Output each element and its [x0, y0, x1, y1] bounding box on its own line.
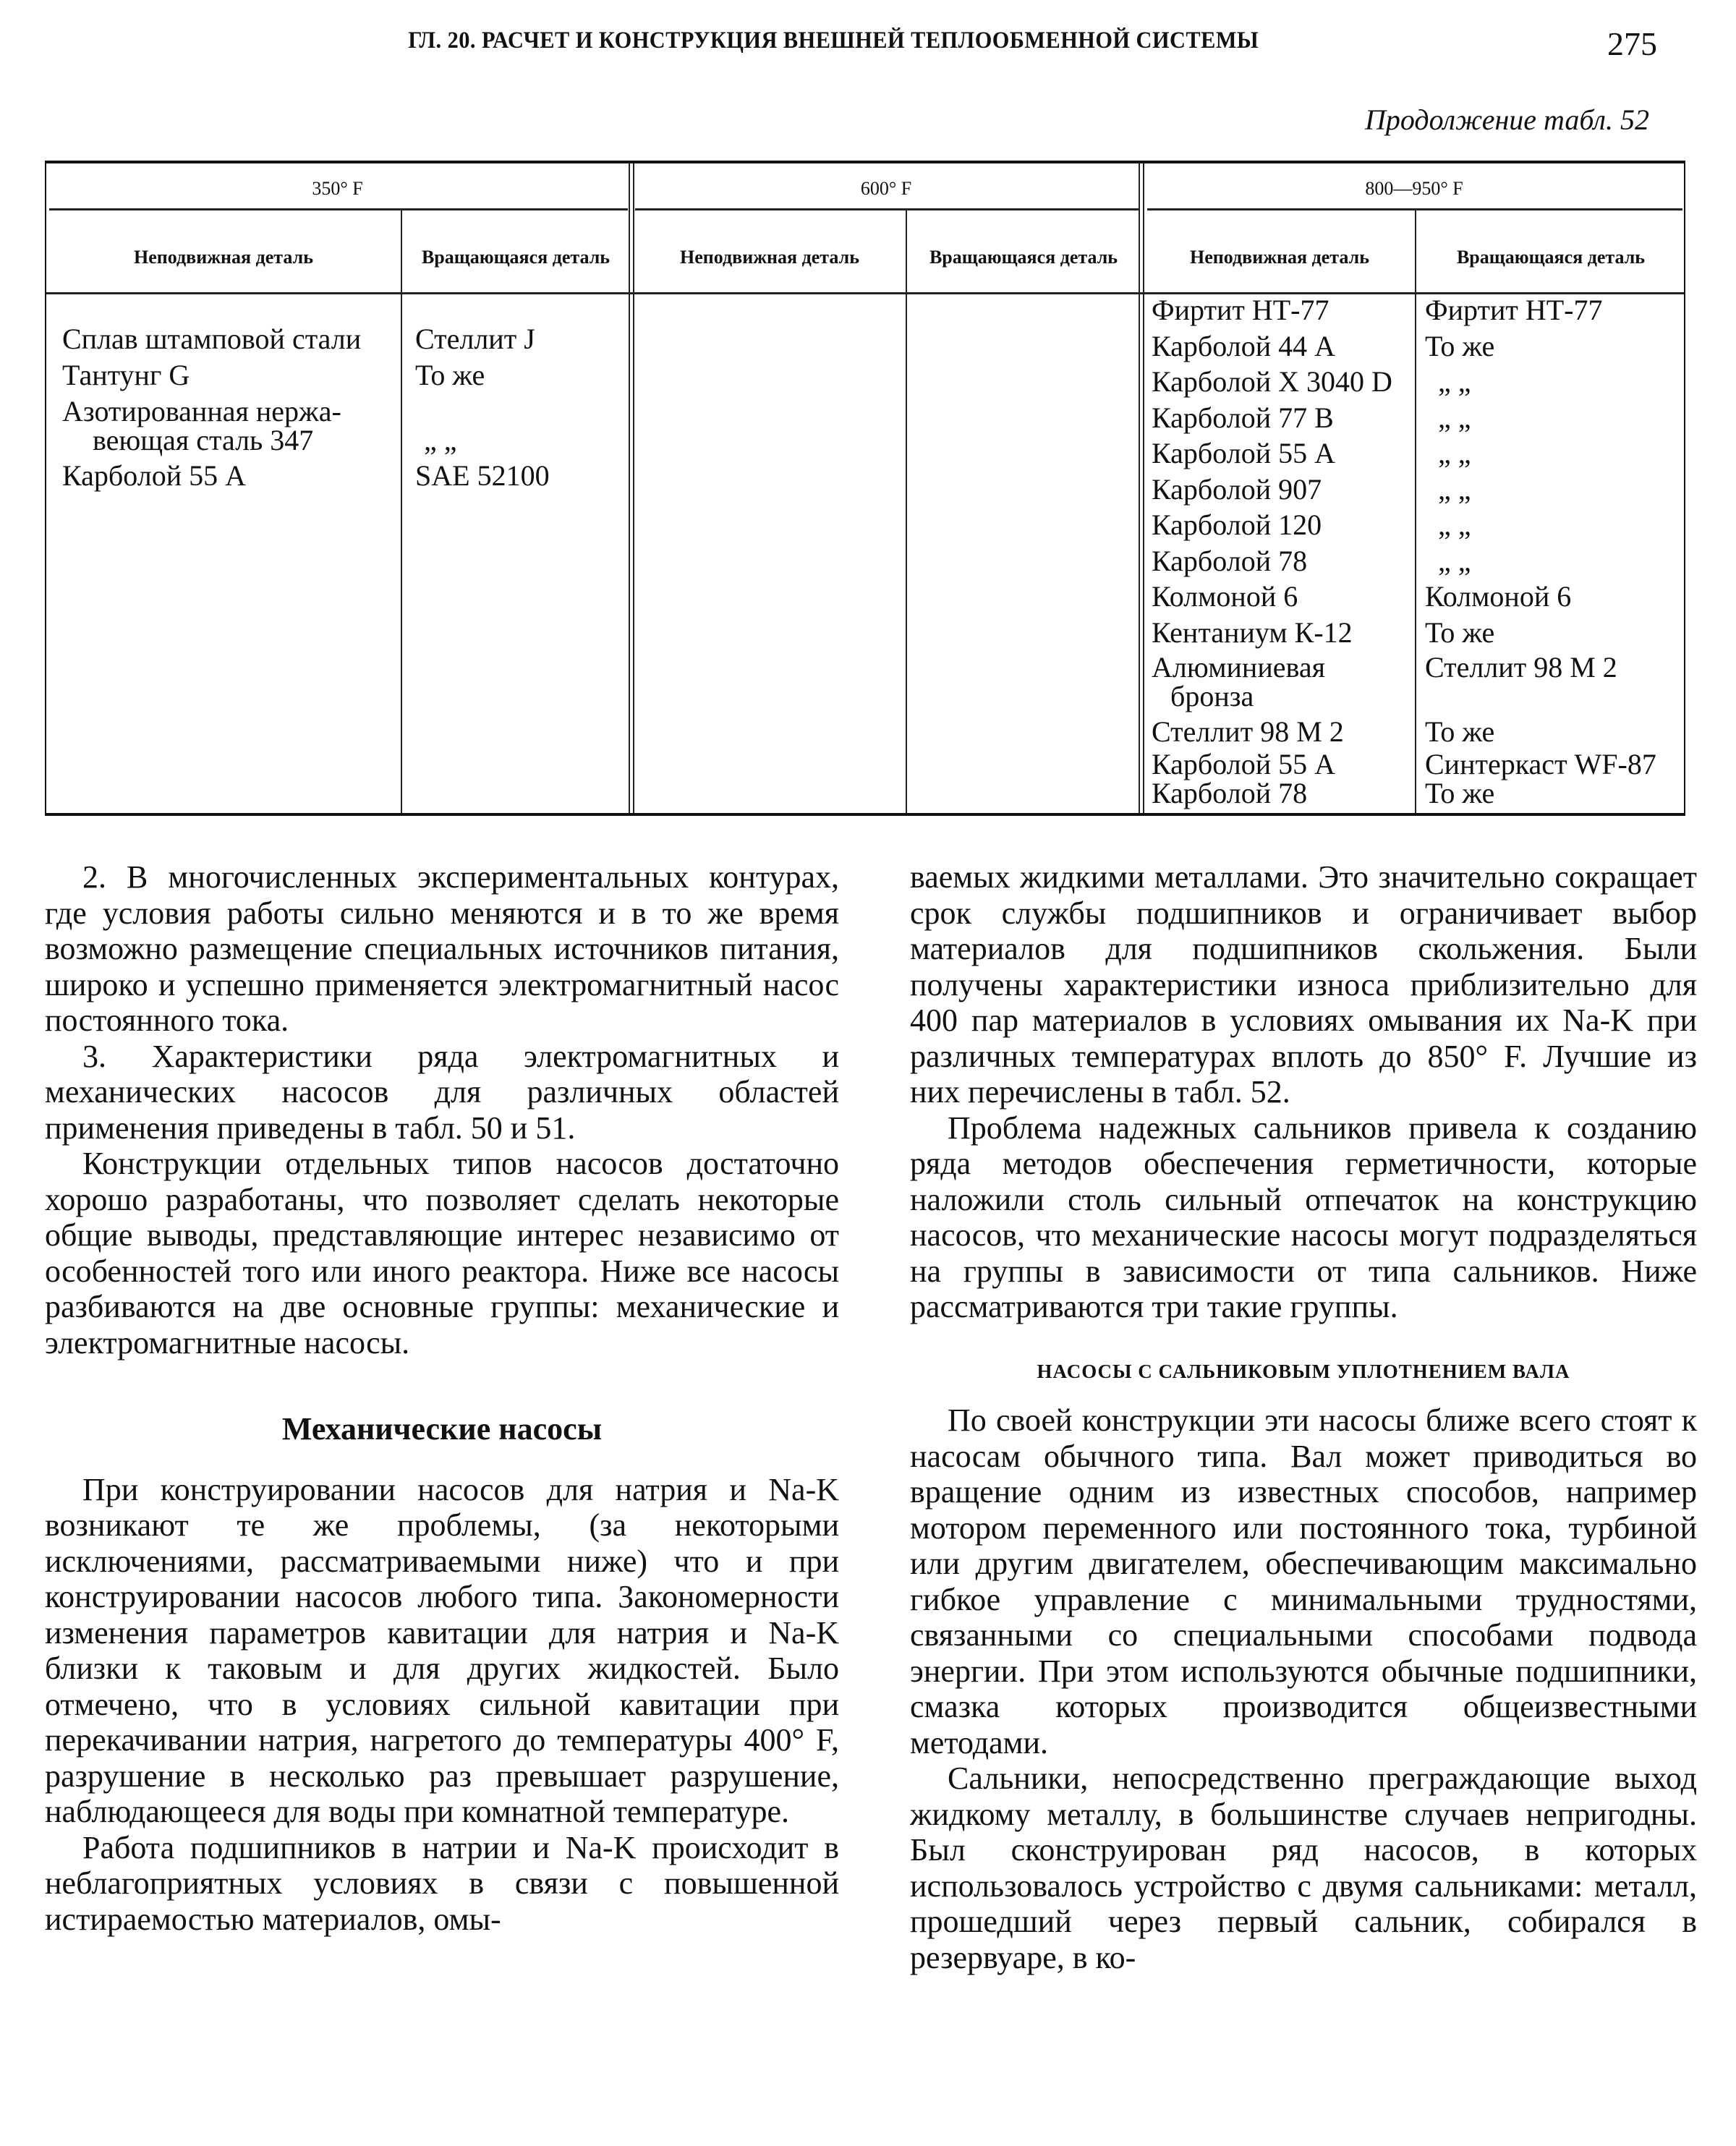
- table-cell: То же: [1425, 715, 1495, 748]
- paragraph: 2. В многочисленных экспериментальных контурах, где условия работы сильно меняются и в то же время возможно размещение специальных источников питания, широко и успешно применяется электромагнитный насос постоянного тока.: [45, 859, 839, 1038]
- group-header-600f: 600° F: [860, 178, 912, 199]
- paragraph: Сальники, непосредственно преграждающие выход жидкому металлу, в большинстве случаев непригодны. Был сконструирован ряд насосов, в которых использовалось устройство с двумя сальниками: металл, прошедший через первый сальник, собирался в резервуаре, в ко-: [910, 1760, 1697, 1975]
- group-divider: [1139, 163, 1144, 813]
- col-header-rotating: Вращающаяся деталь: [421, 247, 610, 268]
- table-cell: То же: [1425, 776, 1495, 809]
- right-text-column: [910, 859, 1697, 1975]
- ditto-mark: „ „: [1438, 437, 1471, 469]
- paragraph: Конструкции отдельных типов насосов достаточно хорошо разработаны, что позволяет сделать некоторые общие выводы, представляющие интерес независимо от особенностей того или иного реактора. Ниже все насосы разбиваются на две основные группы: механические и электромагнитные насосы.: [45, 1146, 839, 1361]
- ditto-mark: „ „: [1438, 365, 1471, 398]
- col-header-stationary: Неподвижная деталь: [680, 247, 859, 268]
- paragraph: Работа подшипников в натрии и Na-K происходит в неблагоприятных условиях в связи с повышенной истираемостью материалов, омы-: [45, 1829, 839, 1937]
- table-cell: [415, 397, 550, 426]
- col-header-stationary: Неподвижная деталь: [134, 247, 313, 268]
- table-cell: [1425, 682, 1656, 711]
- table-cell: Стеллит J: [415, 323, 535, 355]
- table-cell: Карболой 77 В: [1152, 401, 1334, 434]
- stationary-350f-list: [62, 321, 361, 494]
- table-cell: Стеллит 98 М 2: [1152, 715, 1344, 748]
- col-header-stationary: Неподвижная деталь: [1190, 247, 1369, 268]
- header-divider: [635, 208, 1140, 210]
- table-cell: Карболой 55 А: [1152, 747, 1335, 780]
- table-cell: То же: [1425, 329, 1495, 362]
- column-divider: [1415, 210, 1416, 813]
- col-header-rotating: Вращающаяся деталь: [929, 247, 1118, 268]
- table-cell: Карболой 907: [1152, 472, 1322, 506]
- subsection-heading: НАСОСЫ С САЛЬНИКОВЫМ УПЛОТНЕНИЕМ ВАЛА: [1037, 1360, 1570, 1382]
- table-cell: Карболой 78: [1152, 776, 1308, 809]
- left-text-column: [45, 859, 839, 1937]
- table-cell: Фиртит НТ-77: [1152, 294, 1329, 326]
- ditto-mark: „ „: [1438, 472, 1471, 506]
- table-cell: Карболой 55 А: [1152, 437, 1335, 469]
- table-cell: Карболой X 3040 D: [1152, 365, 1392, 398]
- table-cell: Сплав штамповой стали: [62, 323, 362, 355]
- table-cell: Азотированная нержа-: [62, 395, 341, 427]
- table-cell: Алюминиевая: [1152, 651, 1325, 684]
- table-cell: То же: [415, 358, 485, 391]
- table-cell: Кентаниум К-12: [1152, 616, 1353, 649]
- stationary-800-950f-list: [1152, 292, 1392, 808]
- col-header-rotating: Вращающаяся деталь: [1456, 247, 1646, 268]
- ditto-mark: „ „: [1438, 544, 1471, 577]
- table-cell: SAE 52100: [415, 459, 550, 492]
- page-number: 275: [1607, 25, 1657, 62]
- table-cell: веющая сталь 347: [93, 424, 314, 456]
- table-cell: Колмоной 6: [1425, 580, 1572, 613]
- paragraph: 3. Характеристики ряда электромагнитных и механических насосов для различных областей применения приведены в табл. 50 и 51.: [45, 1038, 839, 1146]
- ditto-mark: „ „: [1438, 401, 1471, 434]
- table-cell: Карболой 55 А: [62, 459, 246, 492]
- table-cell: Карболой 120: [1152, 508, 1322, 541]
- table-caption: Продолжение табл. 52: [1364, 103, 1649, 136]
- column-divider: [401, 210, 402, 813]
- rotating-800-950f-list: [1425, 292, 1656, 808]
- table-cell: Тантунг G: [62, 358, 190, 391]
- paragraph: При конструировании насосов для натрия и Na-K возникают те же проблемы, (за некоторыми исключениями, рассматриваемыми ниже) что и при конструировании насосов любого типа. Закономерности изменения параметров кавитации для натрия и Na-K близки к таковым и для других жидкостей. Было отмечено, что в условиях сильной кавитации при перекачивании натрия, нагретого до температуры 400° F, разрушение в несколько раз превышает разрушение, наблюдающееся для воды при комнатной температуре.: [45, 1471, 839, 1829]
- running-header: ГЛ. 20. РАСЧЕТ И КОНСТРУКЦИЯ ВНЕШНЕЙ ТЕПЛООБМЕННОЙ СИСТЕМЫ: [408, 27, 1259, 54]
- table-cell: Фиртит НТ-77: [1425, 294, 1603, 326]
- ditto-mark: „ „: [424, 424, 457, 456]
- column-divider: [906, 210, 907, 813]
- paragraph: ваемых жидкими металлами. Это значительно сокращает срок службы подшипников и ограничивает выбор материалов для подшипников скольжения. Были получены характеристики износа приблизительно для 400 пар материалов в условиях омывания их Na-K при различных температурах вплоть до 850° F. Лучшие из них перечислены в табл. 52.: [910, 859, 1697, 1110]
- table-cell: Колмоной 6: [1152, 580, 1298, 613]
- table-cell: Синтеркаст WF-87: [1425, 747, 1656, 780]
- header-divider: [49, 208, 628, 210]
- table-cell: Карболой 44 А: [1152, 329, 1335, 362]
- section-heading: Механические насосы: [281, 1411, 603, 1447]
- paragraph: Проблема надежных сальников привела к созданию ряда методов обеспечения герметичности, которые наложили столь сильный отпечаток на конструкцию насосов, что механические насосы могут подразделяться на группы в зависимости от типа сальников. Ниже рассматриваются три такие группы.: [910, 1110, 1697, 1324]
- table-cell: То же: [1425, 616, 1495, 649]
- table-cell: Стеллит 98 М 2: [1425, 651, 1617, 684]
- paragraph: По своей конструкции эти насосы ближе всего стоят к насосам обычного типа. Вал может приводиться во вращение одним из известных способов, например мотором переменного или постоянного тока, турбиной или другим двигателем, обеспечивающим максимально гибкое управление с минимальными трудностями, связанными со специальными способами подвода энергии. При этом используются обычные подшипники, смазка которых производится общеизвестными методами.: [910, 1402, 1697, 1760]
- ditto-mark: „ „: [1438, 508, 1471, 541]
- materials-table: [45, 161, 1685, 816]
- rotating-350f-list: [415, 321, 550, 494]
- group-header-800-950f: 800—950° F: [1365, 178, 1463, 199]
- table-cell: Карболой 78: [1152, 544, 1308, 577]
- group-header-350f: 350° F: [312, 178, 363, 199]
- table-cell: бронза: [1170, 680, 1254, 712]
